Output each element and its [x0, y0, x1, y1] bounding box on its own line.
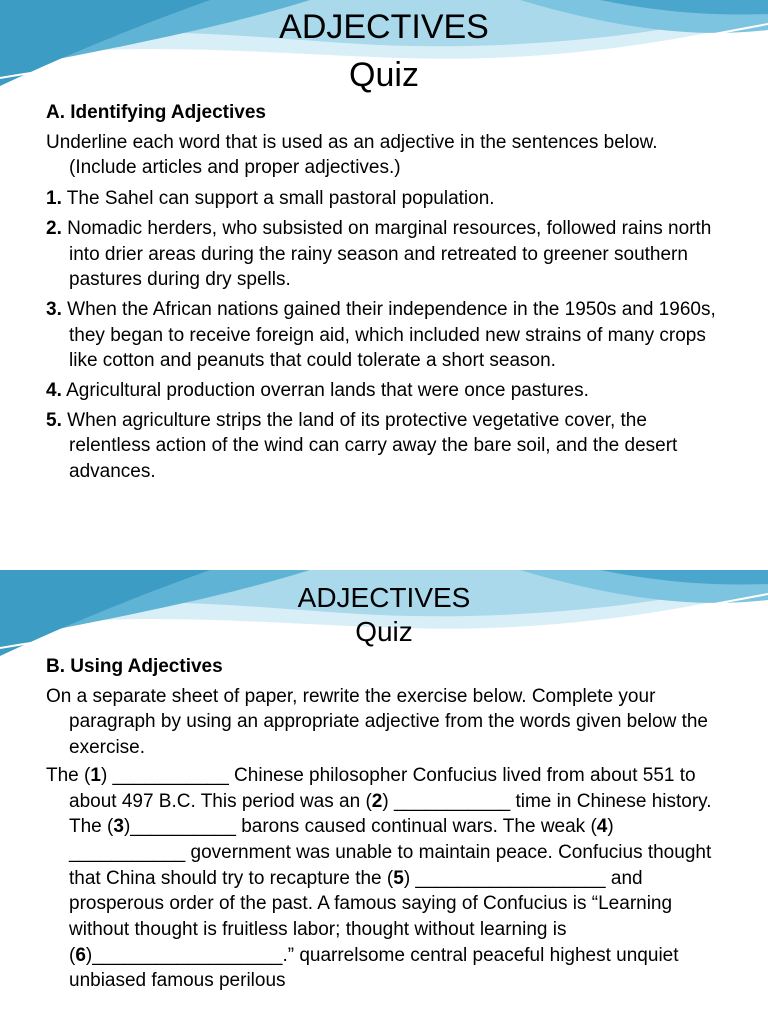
list-item: [46, 378, 726, 404]
paragraph-text: )__________________.” quarrelsome central peaceful highest unquiet unbiased famous perilous: [69, 944, 679, 992]
item-text: When agriculture strips the land of its protective vegetative cover, the relentless action of the wind can carry away the bare soil, and the desert advances.: [67, 409, 678, 483]
blank-number: 2: [371, 790, 383, 812]
paragraph-text: ) ___________ time in Chinese history. The (: [69, 790, 712, 838]
item-number: 1.: [46, 188, 62, 210]
blank-number: 4: [596, 816, 608, 838]
slide-title: ADJECTIVES: [297, 582, 471, 613]
slide-using-adjectives: [0, 570, 768, 1024]
item-text: When the African nations gained their independence in the 1950s and 1960s, they began to receive foreign aid, which included new strains of many crops like cotton and peanuts that could tolerate a short season.: [67, 298, 716, 372]
blank-number: 1: [90, 764, 101, 786]
slide-subtitle: Quiz: [355, 616, 413, 647]
item-number: 2.: [46, 217, 62, 239]
slide-body: [46, 100, 726, 485]
paragraph-text: ) __________________ and prosperous order of the past. A famous saying of Confucius is “Learning without thought is fruitless labor; thought without learning is (: [69, 867, 673, 966]
instructions: On a separate sheet of paper, rewrite the exercise below. Complete your paragraph by using an appropriate adjective from the words given below the exercise.: [46, 685, 708, 759]
list-item: [46, 297, 726, 374]
list-item: [46, 186, 726, 212]
paragraph-text: )__________ barons caused continual wars. The weak (: [123, 816, 597, 838]
exercise-paragraph: [46, 763, 726, 994]
section-heading: A. Identifying Adjectives: [46, 102, 266, 123]
item-text: The Sahel can support a small pastoral population.: [66, 188, 495, 210]
item-number: 5.: [46, 409, 62, 431]
paragraph-text: ) ___________ government was unable to maintain peace. Confucius thought that China should try to recapture the (: [69, 816, 712, 889]
slide-body: [46, 654, 726, 994]
section-heading: B. Using Adjectives: [46, 656, 223, 677]
list-item: [46, 216, 726, 293]
instructions: Underline each word that is used as an adjective in the sentences below. (Include articles and proper adjectives.): [46, 131, 658, 179]
slide-subtitle: Quiz: [349, 56, 419, 94]
item-text: Agricultural production overran lands that were once pastures.: [66, 380, 589, 402]
paragraph-text: ) ___________ Chinese philosopher Confucius lived from about 551 to about 497 B.C. This period was an (: [69, 764, 696, 812]
blank-number: 6: [75, 944, 86, 966]
list-item: [46, 408, 726, 485]
paragraph-text: The (: [46, 764, 91, 786]
item-text: Nomadic herders, who subsisted on marginal resources, followed rains north into drier areas during the rainy season and retreated to greener southern pastures during dry spells.: [67, 217, 712, 291]
blank-number: 5: [393, 867, 404, 889]
slide-title: ADJECTIVES: [279, 8, 489, 46]
item-number: 3.: [46, 298, 62, 320]
item-number: 4.: [46, 380, 62, 402]
blank-number: 3: [113, 816, 124, 838]
